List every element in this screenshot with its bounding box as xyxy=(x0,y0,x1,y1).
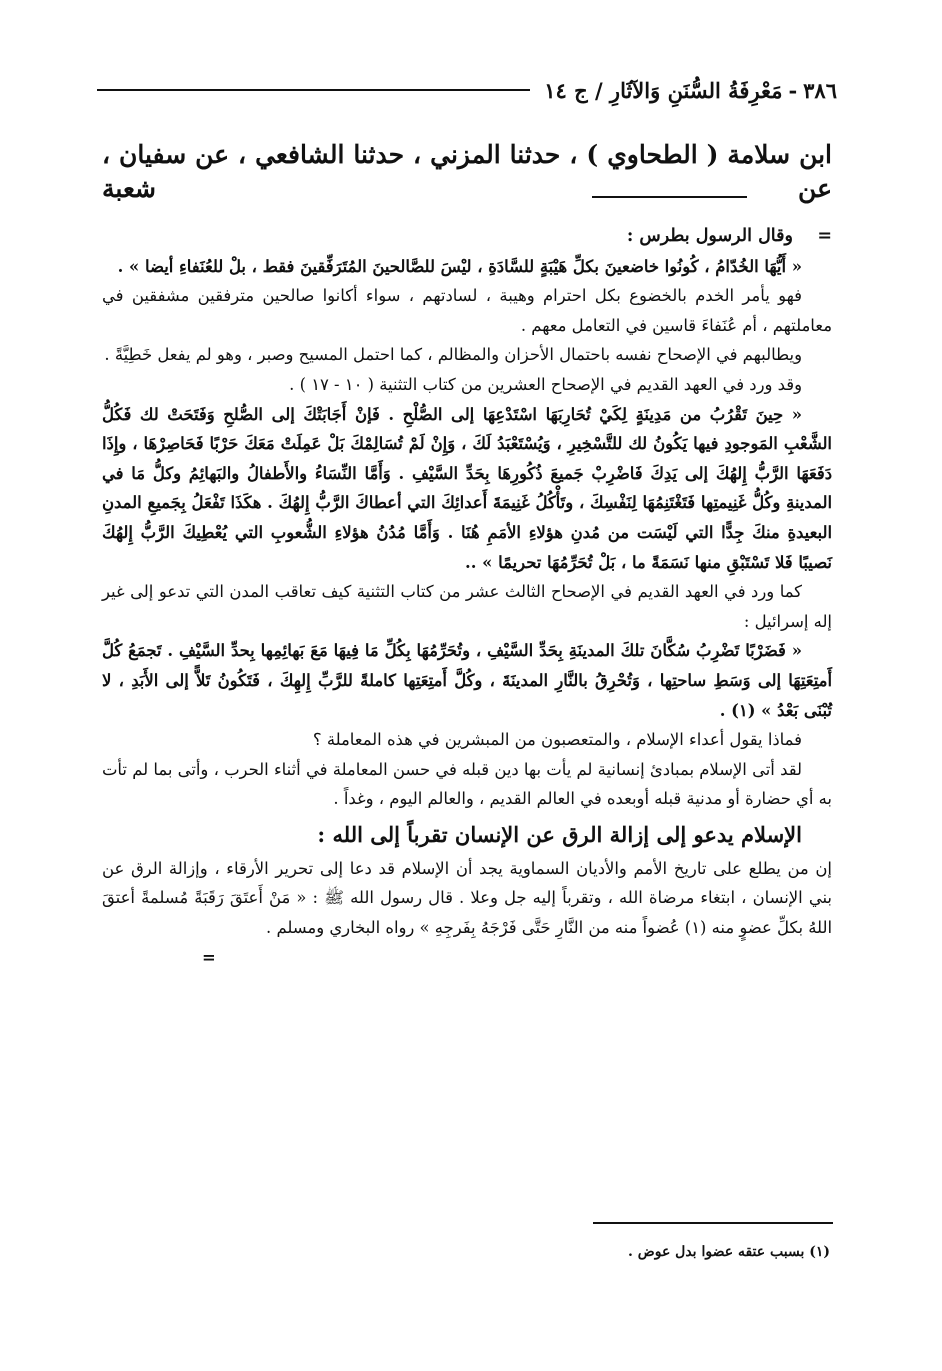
lead-isnad-line: ابن سلامة ( الطحاوي ) ، حدثنا المزني ، حدثنا الشافعي ، عن سفيان ، عن شعبة xyxy=(102,140,832,203)
paragraph: كما ورد في العهد القديم في الإصحاح الثالث عشر من كتاب التثنية كيف تعاقب المدن التي تدعو إلى غير إله إسرائيل : xyxy=(102,582,832,631)
main-text xyxy=(102,222,832,972)
subheading: الإسلام يدعو إلى إزالة الرق عن الإنسان تقرباً إلى الله : xyxy=(317,821,802,847)
page-number: ٣٨٦ xyxy=(803,77,837,103)
footnote: (١) بسبب عتقه عضوا بدل عوض . xyxy=(628,1244,830,1260)
header-rule xyxy=(97,89,530,91)
running-title: مَعْرِفَةُ السُّنَنِ وَالآثَارِ / ج ١٤ xyxy=(544,77,783,103)
quote-paragraph: « أَيُّهَا الخُدّامُ ، كُونُوا خاضعينَ بكلِّ هَيْبَةٍ للسَّادَةِ ، ليْسَ للصَّالحينَ المُتَرَفِّقينَ فقط ، بلْ للعُنَفاءِ أيضا » . xyxy=(117,256,802,276)
quote-paragraph: « حِينَ تَقْرُبُ من مَدِينَةٍ لِكَيْ تُحَارِبَهَا اسْتَدْعِهَا إلى الصُّلْحِ . فَإنْ أَجَابَتْكَ إلى الصُّلحِ وَفَتَحَتْ لك فَكُلُّ الشَّعْبِ المَوجودِ فيها يَكُونُ لك للتَّسْخِيرِ ، وَيُسْتَعْبَدُ لَكَ ، وَإِنْ لَمْ تُسَالِمْكَ بَلْ عَمِلَتْ مَعَكَ حَرْبًا فَحَاصِرْهَا ، وإِذَا دَفَعَهَا الرَّبُّ إِلهُكَ إلى يَدِكَ فَاضْرِبْ جَميعَ ذُكُورِهَا بِحَدِّ السَّيْفِ . وَأَمَّا النِّسَاءُ والأَطفالُ والبَهائِمُ وكلُّ مَا في المدينةِ وكُلُّ غَنِيمتِها فَتَغْتَنِمُهَا لِنَفْسِكَ ، وتَأْكُلُ غَنِيمَةَ أَعدائِكَ التي أعطاكَ الرَّبُّ إِلهُكَ . هكَذَا تَفْعَلُ بِجَميعِ المدنِ البعيدةِ منكَ جِدًّا التي لَيْسَت من مُدنِ هؤلاءِ الأمَمِ هُنَا . وَأَمَّا مُدُنُ هؤلاءِ الشُّعوبِ التي يُعْطِيكَ الرَّبُّ إِلهُكَ نَصيبًا فَلا تَسْتَبْقِ منها نَسَمَةً ما ، بَلْ تُحَرِّمُهَا تحريمًا » .. xyxy=(102,404,832,572)
continuation-mark: = xyxy=(817,226,832,246)
section-heading xyxy=(102,222,832,252)
paragraph: فماذا يقول أعداء الإسلام ، والمتعصبون من المبشرين في هذه المعاملة ؟ xyxy=(312,730,802,750)
quote-paragraph: « فَضَرْبًا تَضْرِبُ سُكَّانَ تلكَ المدينَةِ بِحَدِّ السَّيْفِ ، وتُحَرِّمُهَا بِكُلِّ مَا فِيهَا مَعَ بَهائِمِها بِحدِّ السَّيْفِ . تَجمَعُ كُلَّ أَمتِعَتِهَا إلى وَسَطِ ساحتِها ، وَتُحْرِقُ بالنَّارِ المدينَةَ ، وكُلَّ أَمتِعَتِها كاملةً للرَّبِّ إِلهِكَ ، فَتَكُونُ تَلاًّ إلى الأَبَدِ ، لا تُبْنَى بَعْدُ » (١) . xyxy=(102,641,832,720)
paragraph: وقد ورد في العهد القديم في الإصحاح العشرين من كتاب التثنية ( ١٠ - ١٧ ) . xyxy=(289,374,802,394)
footnote-divider xyxy=(593,1222,833,1224)
lead-divider xyxy=(592,196,747,198)
paragraph: ويطالبهم في الإصحاح نفسه باحتمال الأحزان والمظالم ، كما احتمل المسيح وصبر ، وهو لم يفعل خَطِيَّةً . xyxy=(104,345,802,365)
running-header xyxy=(97,70,837,110)
heading-text: وقال الرسول بطرس : xyxy=(626,226,793,246)
paragraph: إن من يطلع على تاريخ الأمم والأديان السماوية يجد أن الإسلام قد دعا إلى تحرير الأرقاء ، وإزالة الرق عن بني الإنسان ، ابتغاء مرضاة الله ، وتقرباً إليه جل وعلا . قال رسول الله ﷺ : « مَنْ أَعتَقَ رَقَبَةً مُسلمةً أعتقَ اللهُ بكلِّ عضوٍ منه (١) عُضواً منه من النَّارِ حَتَّى فَرْجَهُ بِفَرجِهِ » رواه البخاري ومسلم . xyxy=(102,858,832,938)
paragraph: فهو يأمر الخدم بالخضوع بكل احترام وهيبة ، لسادتهم ، سواء أكانوا صالحين مترفقين مشفقين في معاملتهم ، أم عُنَفاءَ قاسين في التعامل معهم . xyxy=(102,286,832,335)
continuation-mark-end-line xyxy=(102,943,832,973)
paragraph: لقد أتى الإسلام بمبادئ إنسانية لم يأت بها دين قبله في حسن المعاملة في أثناء الحرب ، وأتى بما لم تأت به أي حضارة أو مدنية قبله أوبعده في العالم القديم ، والعالم اليوم ، وغداً . xyxy=(102,759,832,809)
header-separator: - xyxy=(788,77,798,103)
continuation-mark-end: = xyxy=(202,947,216,967)
